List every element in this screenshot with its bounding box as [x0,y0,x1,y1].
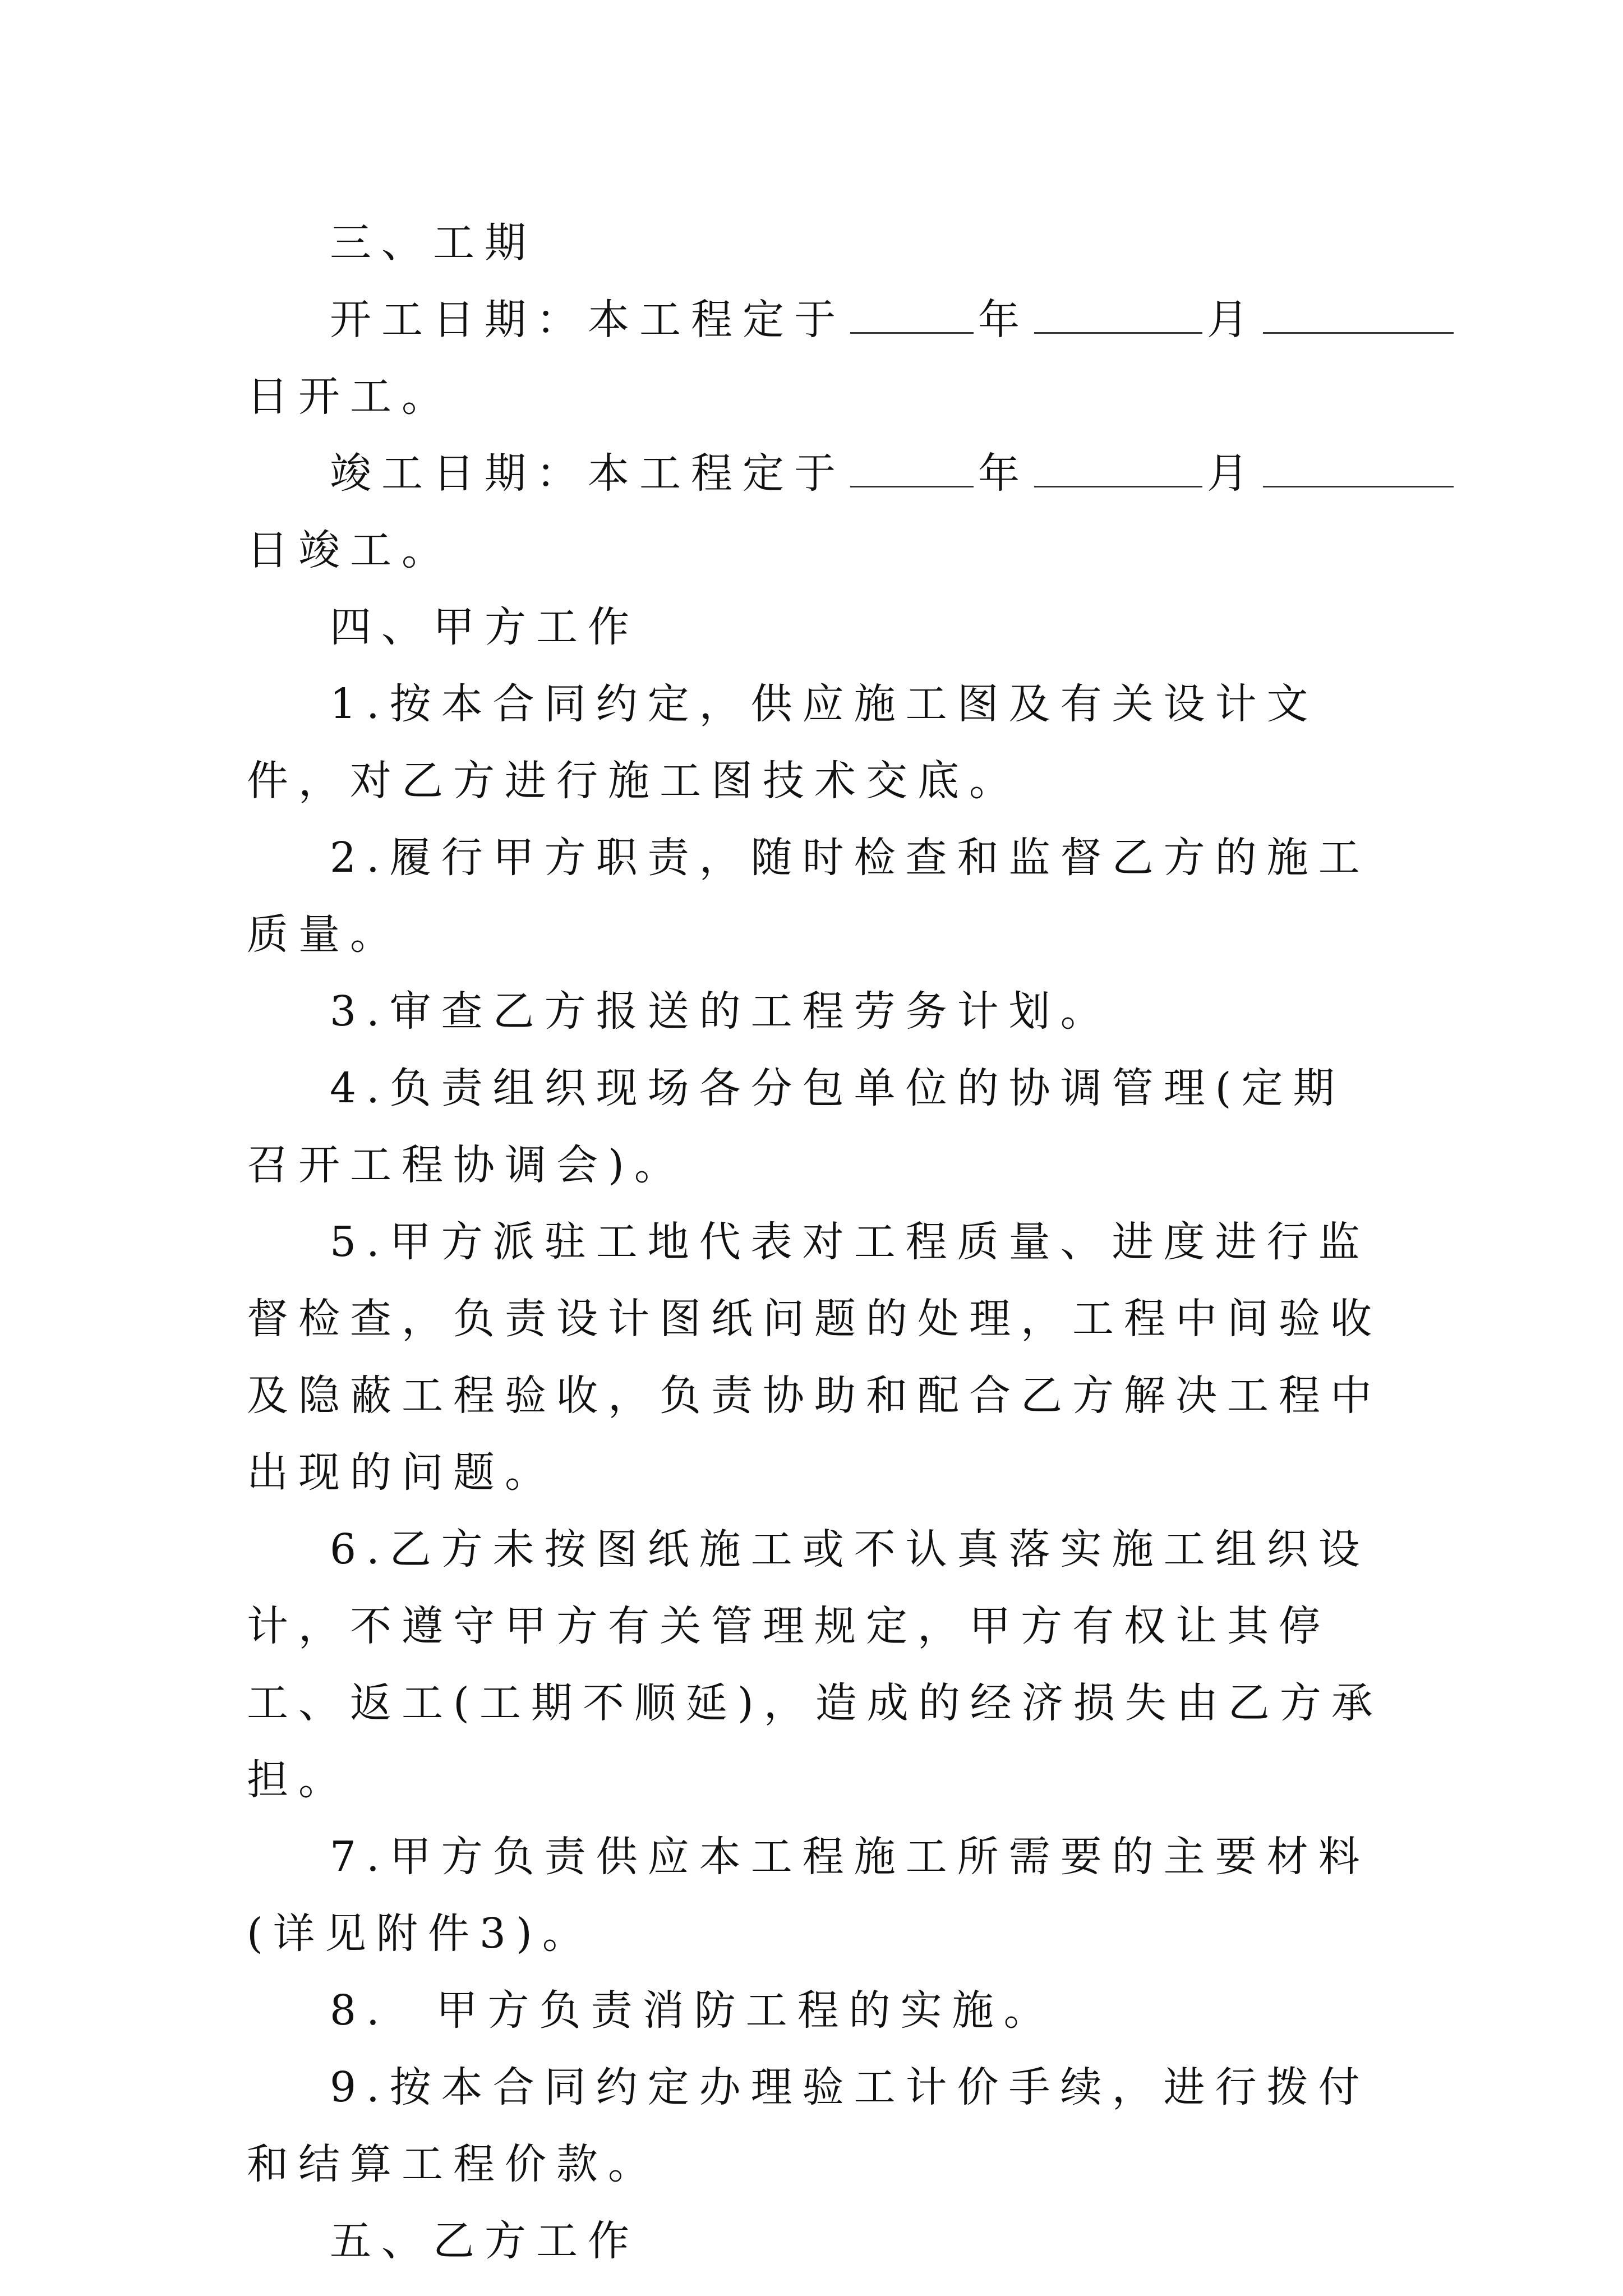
party-a-item-5: 5.甲方派驻工地代表对工程质量、进度进行监督检查，负责设计图纸问题的处理，工程中间验收及隐蔽工程验收，负责协助和配合乙方解决工程中出现的问题。 [247,1218,1382,1497]
party-a-item-9: 9.按本合同约定办理验工计价手续，进行拨付和结算工程价款。 [247,2063,1370,2188]
section-heading-schedule: 三、工期 [330,219,536,267]
end-month-blank [1034,441,1202,487]
start-date-line [247,282,1391,358]
start-date-label: 开工日期：本工程定于 [330,296,846,344]
start-month-unit: 月 [1207,296,1258,344]
end-year-unit: 年 [978,449,1030,498]
party-a-item-4: 4.负责组织现场各分包单位的协调管理(定期召开工程协调会)。 [247,1064,1345,1189]
party-a-item-1: 1.按本合同约定，供应施工图及有关设计文件，对乙方进行施工图技术交底。 [247,680,1318,805]
start-date-suffix: 日开工。 [247,372,453,421]
party-a-item-2: 2.履行甲方职责，随时检查和监督乙方的施工质量。 [247,834,1370,959]
end-month-unit: 月 [1207,449,1258,498]
party-a-item-3: 3.审查乙方报送的工程劳务计划。 [330,987,1112,1036]
end-day-blank [1263,441,1454,487]
start-month-blank [1034,287,1202,334]
start-year-blank [850,287,974,334]
party-a-item-6: 6.乙方未按图纸施工或不认真落实施工组织设计，不遵守甲方有关管理规定，甲方有权让其停工、返工(工期不顺延)，造成的经济损失由乙方承担。 [247,1525,1383,1804]
end-date-label: 竣工日期：本工程定于 [330,449,846,498]
party-a-item-8: 8. 甲方负责消防工程的实施。 [330,1986,1055,2035]
party-a-item-7: 7.甲方负责供应本工程施工所需要的主要材料(详见附件3)。 [247,1833,1370,1958]
document-body [247,205,1391,2280]
end-date-suffix: 日竣工。 [247,526,453,574]
section-heading-party-b: 五、乙方工作 [330,2217,639,2265]
section-heading-party-a: 四、甲方工作 [330,603,639,651]
start-day-blank [1263,287,1454,334]
end-year-blank [850,441,974,487]
end-date-line [247,435,1391,512]
start-year-unit: 年 [978,296,1030,344]
